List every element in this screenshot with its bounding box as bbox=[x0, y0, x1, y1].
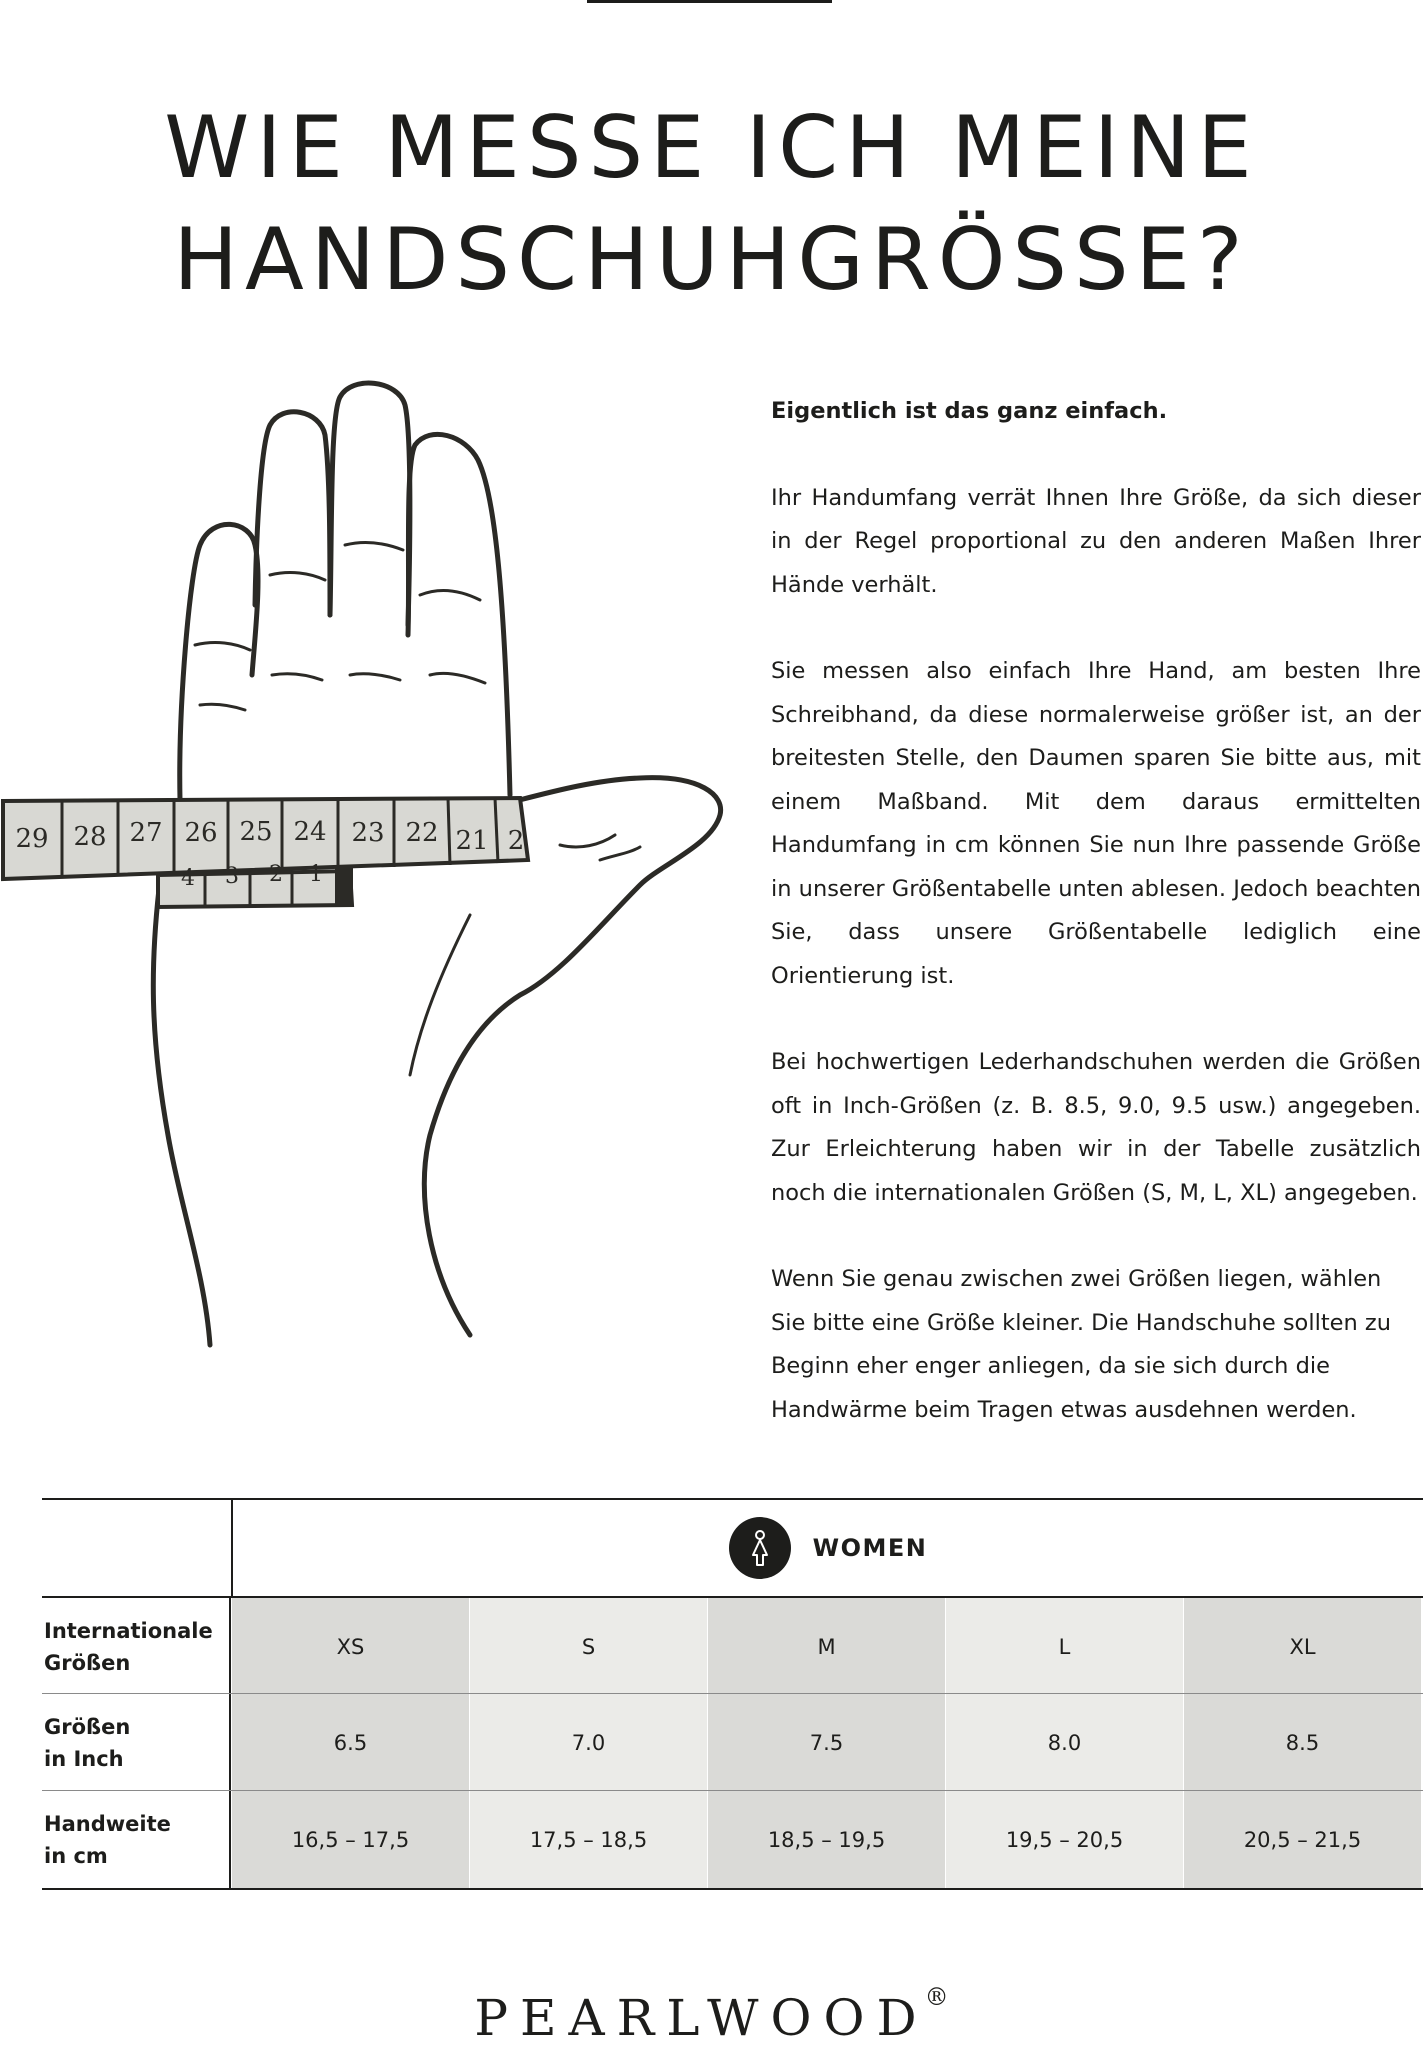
page-title-line-2: HANDSCHUHGRÖSSE? bbox=[173, 210, 1250, 310]
table-cell: 8.5 bbox=[1183, 1694, 1421, 1791]
tape-number: 24 bbox=[293, 817, 327, 847]
brand-name: PEARLWOOD bbox=[474, 1989, 929, 2047]
tape-number: 29 bbox=[15, 824, 49, 854]
table-cell: 19,5 – 20,5 bbox=[945, 1791, 1183, 1888]
table-cell: 7.0 bbox=[469, 1694, 707, 1791]
instructions-text bbox=[771, 390, 1421, 1475]
tape-number: 2 bbox=[507, 826, 525, 856]
woman-icon bbox=[729, 1517, 791, 1579]
tape-number-small: 2 bbox=[269, 862, 283, 887]
tape-number-small: 3 bbox=[225, 864, 239, 889]
page-title bbox=[0, 92, 1423, 316]
row-label: Größen in Inch bbox=[42, 1694, 231, 1791]
top-rule bbox=[587, 0, 832, 3]
lead-sentence: Eigentlich ist das ganz einfach. bbox=[771, 398, 1168, 424]
paragraph-4: Wenn Sie genau zwischen zwei Größen liegen, wählen Sie bitte eine Größe kleiner. Die Handschuhe sollten zu Beginn eher enger anliegen, da sie sich durch die Handwärme beim Tragen etwas ausdehnen werden. bbox=[771, 1266, 1391, 1423]
paragraph-3: Bei hochwertigen Lederhandschuhen werden die Größen oft in Inch-Größen (z. B. 8.5, 9.0, 9.5 usw.) angegeben. Zur Erleichterung haben wir in der Tabelle zusätzlich noch die internationalen Größen (S, M, L, XL) angegeben. bbox=[771, 1049, 1421, 1206]
tape-number: 27 bbox=[129, 818, 163, 848]
table-cell: S bbox=[469, 1598, 707, 1695]
brand-logo bbox=[0, 1983, 1423, 2047]
tape-number: 28 bbox=[73, 822, 107, 852]
row-label: Internationale Größen bbox=[42, 1598, 231, 1695]
page-title-line-1: WIE MESSE ICH MEINE bbox=[164, 98, 1259, 198]
table-cell: 7.5 bbox=[707, 1694, 945, 1791]
tape-number: 23 bbox=[351, 818, 385, 848]
tape-number: 25 bbox=[239, 817, 273, 847]
table-row bbox=[42, 1693, 1423, 1791]
hand-measuring-illustration bbox=[0, 375, 730, 1385]
table-cell: 16,5 – 17,5 bbox=[231, 1791, 469, 1888]
tape-number: 22 bbox=[405, 818, 439, 848]
table-row bbox=[42, 1596, 1423, 1695]
table-cell: 6.5 bbox=[231, 1694, 469, 1791]
paragraph-1: Ihr Handumfang verrät Ihnen Ihre Größe, da sich dieser in der Regel proportional zu den anderen Maßen Ihrer Hände verhält. bbox=[771, 484, 1421, 598]
table-cell: 20,5 – 21,5 bbox=[1183, 1791, 1421, 1888]
table-row bbox=[42, 1790, 1423, 1890]
registered-mark: ® bbox=[924, 1983, 949, 2011]
tape-number: 21 bbox=[455, 826, 489, 856]
table-cell: 18,5 – 19,5 bbox=[707, 1791, 945, 1888]
table-cell: XL bbox=[1183, 1598, 1421, 1695]
women-label: WOMEN bbox=[812, 1534, 928, 1562]
table-cell: L bbox=[945, 1598, 1183, 1695]
row-label: Handweite in cm bbox=[42, 1791, 231, 1888]
table-cell: 17,5 – 18,5 bbox=[469, 1791, 707, 1888]
table-cell: 8.0 bbox=[945, 1694, 1183, 1791]
size-table bbox=[42, 1498, 1423, 1890]
tape-number: 26 bbox=[184, 818, 218, 848]
table-cell: XS bbox=[231, 1598, 469, 1695]
tape-number-small: 1 bbox=[309, 862, 323, 887]
tape-number-small: 4 bbox=[181, 866, 195, 891]
table-cell: M bbox=[707, 1598, 945, 1695]
women-section-header bbox=[233, 1500, 1423, 1596]
paragraph-2: Sie messen also einfach Ihre Hand, am besten Ihre Schreibhand, da diese normalerweise größer ist, an der breitesten Stelle, den Daumen sparen Sie bitte aus, mit einem Maßband. Mit dem daraus ermittelten Handumfang in cm können Sie nun Ihre passende Größe in unserer Größentabelle unten ablesen. Jedoch beachten Sie, dass unsere Größentabelle lediglich eine Orientierung ist. bbox=[771, 658, 1421, 989]
